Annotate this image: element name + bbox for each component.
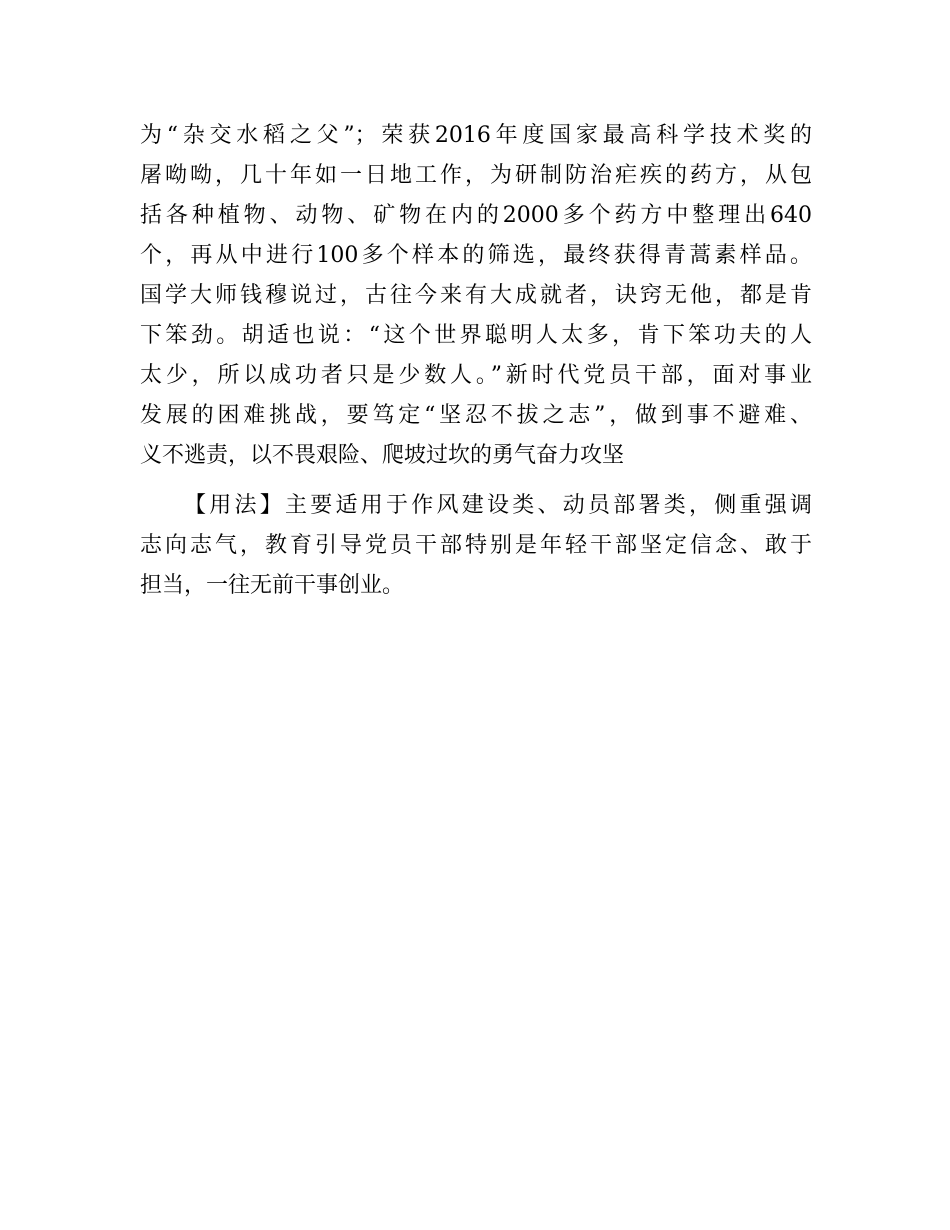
document-body [140, 116, 812, 606]
paragraph-spacer [140, 476, 812, 486]
paragraph-usage [140, 486, 812, 606]
paragraph-line: 个，再从中进行100多个样本的筛选，最终获得青蒿素样品。 [140, 243, 812, 268]
paragraph-line: 志向志气，教育引导党员干部特别是年轻干部坚定信念、敢于 [140, 533, 812, 558]
paragraph-line: 太少，所以成功者只是少数人。”新时代党员干部，面对事业 [140, 363, 812, 388]
paragraph-line: 为“杂交水稻之父”；荣获2016年度国家最高科学技术奖的 [140, 123, 812, 148]
paragraph-line: 括各种植物、动物、矿物在内的2000多个药方中整理出640 [140, 203, 812, 228]
paragraph-line: 担当，一往无前干事创业。 [140, 573, 405, 598]
paragraph-line: 下笨劲。胡适也说：“这个世界聪明人太多，肯下笨功夫的人 [140, 323, 812, 348]
paragraph-line: 【用法】主要适用于作风建设类、动员部署类，侧重强调 [184, 493, 812, 518]
paragraph-examples [140, 116, 812, 476]
paragraph-line: 国学大师钱穆说过，古往今来有大成就者，诀窍无他，都是肯 [140, 283, 812, 308]
paragraph-line: 发展的困难挑战，要笃定“坚忍不拔之志”，做到事不避难、 [140, 403, 812, 428]
paragraph-line: 义不逃责，以不畏艰险、爬坡过坎的勇气奋力攻坚 [140, 443, 625, 468]
paragraph-line: 屠呦呦，几十年如一日地工作，为研制防治疟疾的药方，从包 [140, 163, 812, 188]
